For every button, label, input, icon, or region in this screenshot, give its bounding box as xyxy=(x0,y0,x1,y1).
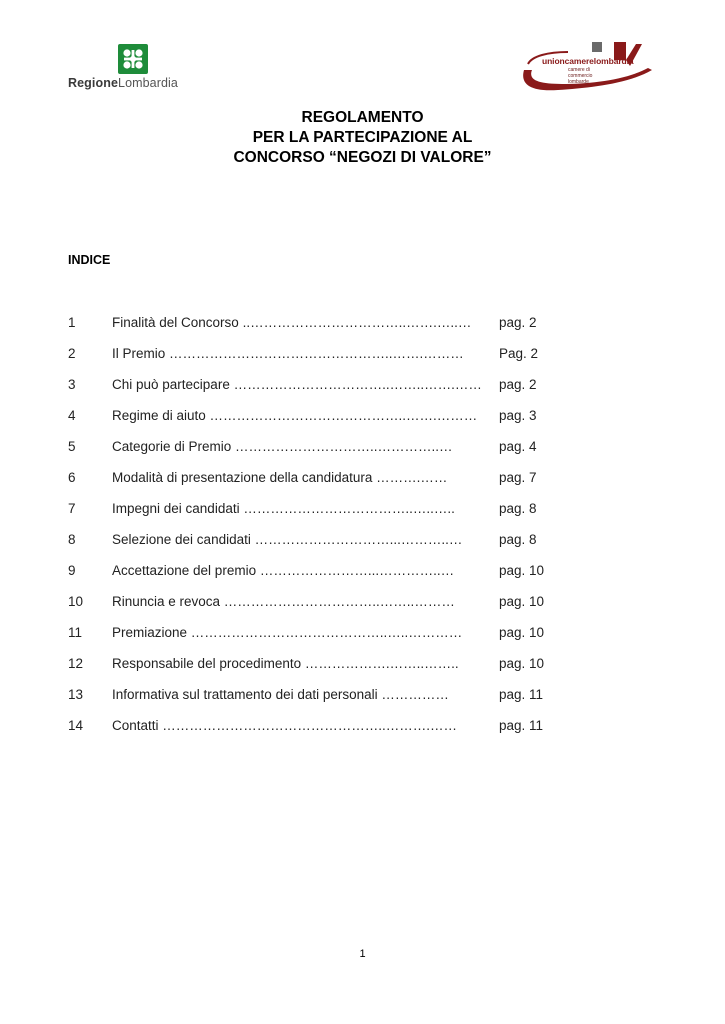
toc-label: Selezione dei candidati …………………………...………..… xyxy=(112,532,463,547)
toc-number: 4 xyxy=(68,408,76,423)
toc-entry xyxy=(68,375,568,406)
toc-entry xyxy=(68,530,568,561)
toc-page: pag. 11 xyxy=(499,687,544,702)
toc-label: Accettazione del premio ……………………...…………..… xyxy=(112,563,455,578)
toc-number: 7 xyxy=(68,501,76,516)
toc-number: 8 xyxy=(68,532,76,547)
toc-page: pag. 8 xyxy=(499,501,537,516)
toc-page: pag. 11 xyxy=(499,718,544,733)
toc-entry xyxy=(68,313,568,344)
toc-page: pag. 10 xyxy=(499,625,545,640)
unioncamere-lombardia-logo xyxy=(518,40,658,94)
toc-label: Contatti …………………………………………..……….…… xyxy=(112,718,458,733)
toc-number: 1 xyxy=(68,315,76,330)
toc-entry xyxy=(68,344,568,375)
table-of-contents xyxy=(68,313,568,747)
regione-lombardia-wordmark: RegioneLombardia xyxy=(68,76,178,90)
toc-page: pag. 7 xyxy=(499,470,537,485)
toc-entry xyxy=(68,406,568,437)
toc-page: pag. 4 xyxy=(499,439,537,454)
toc-entry xyxy=(68,468,568,499)
toc-entry xyxy=(68,654,568,685)
toc-page: pag. 2 xyxy=(499,315,537,330)
title-line-3: CONCORSO “NEGOZI DI VALORE” xyxy=(233,149,492,166)
toc-entry xyxy=(68,685,568,716)
title-line-1: REGOLAMENTO xyxy=(301,109,424,126)
toc-entry xyxy=(68,561,568,592)
lombardy-rose-icon xyxy=(118,44,148,74)
toc-number: 11 xyxy=(68,625,83,640)
toc-entry xyxy=(68,716,568,747)
toc-entry xyxy=(68,592,568,623)
toc-number: 5 xyxy=(68,439,76,454)
regione-lombardia-logo xyxy=(68,42,198,94)
toc-label: Responsabile del procedimento ……………….……..…….. xyxy=(112,656,459,671)
toc-page: pag. 8 xyxy=(499,532,537,547)
toc-page: Pag. 2 xyxy=(499,346,539,361)
toc-page: pag. 10 xyxy=(499,563,545,578)
toc-page: pag. 2 xyxy=(499,377,537,392)
toc-label: Finalità del Concorso ..……………………………..…….…..… xyxy=(112,315,472,330)
unioncamere-subtitle: camere di commercio lombarde xyxy=(568,67,593,85)
toc-label: Il Premio …………………………………………..…….……… xyxy=(112,346,464,361)
toc-label: Premiazione ……………………………………..…..………… xyxy=(112,625,463,640)
index-heading: INDICE xyxy=(68,253,111,267)
title-line-2: PER LA PARTECIPAZIONE AL xyxy=(252,129,473,146)
toc-number: 2 xyxy=(68,346,76,361)
document-title xyxy=(0,108,725,168)
toc-number: 12 xyxy=(68,656,84,671)
toc-label: Impegni dei candidati ………………………………..…..….. xyxy=(112,501,455,516)
toc-number: 3 xyxy=(68,377,76,392)
toc-number: 10 xyxy=(68,594,84,609)
toc-entry xyxy=(68,499,568,530)
toc-label: Regime di aiuto ……………………………………..…….……… xyxy=(112,408,478,423)
toc-page: pag. 10 xyxy=(499,656,545,671)
toc-label: Informativa sul trattamento dei dati personali …………… xyxy=(112,687,449,702)
toc-number: 13 xyxy=(68,687,84,702)
page-number: 1 xyxy=(359,948,366,960)
toc-page: pag. 3 xyxy=(499,408,537,423)
unioncamere-wordmark: unioncamerelombardia xyxy=(542,56,634,66)
toc-page: pag. 10 xyxy=(499,594,545,609)
toc-label: Modalità di presentazione della candidatura ……….…… xyxy=(112,470,448,485)
toc-number: 6 xyxy=(68,470,76,485)
toc-number: 9 xyxy=(68,563,76,578)
toc-entry xyxy=(68,623,568,654)
toc-label: Rinuncia e revoca ……………………………..……..……… xyxy=(112,594,455,609)
toc-label: Categorie di Premio …………………………..…………..… xyxy=(112,439,453,454)
toc-number: 14 xyxy=(68,718,84,733)
toc-label: Chi può partecipare ……………………………..……..…….…… xyxy=(112,377,482,392)
toc-entry xyxy=(68,437,568,468)
